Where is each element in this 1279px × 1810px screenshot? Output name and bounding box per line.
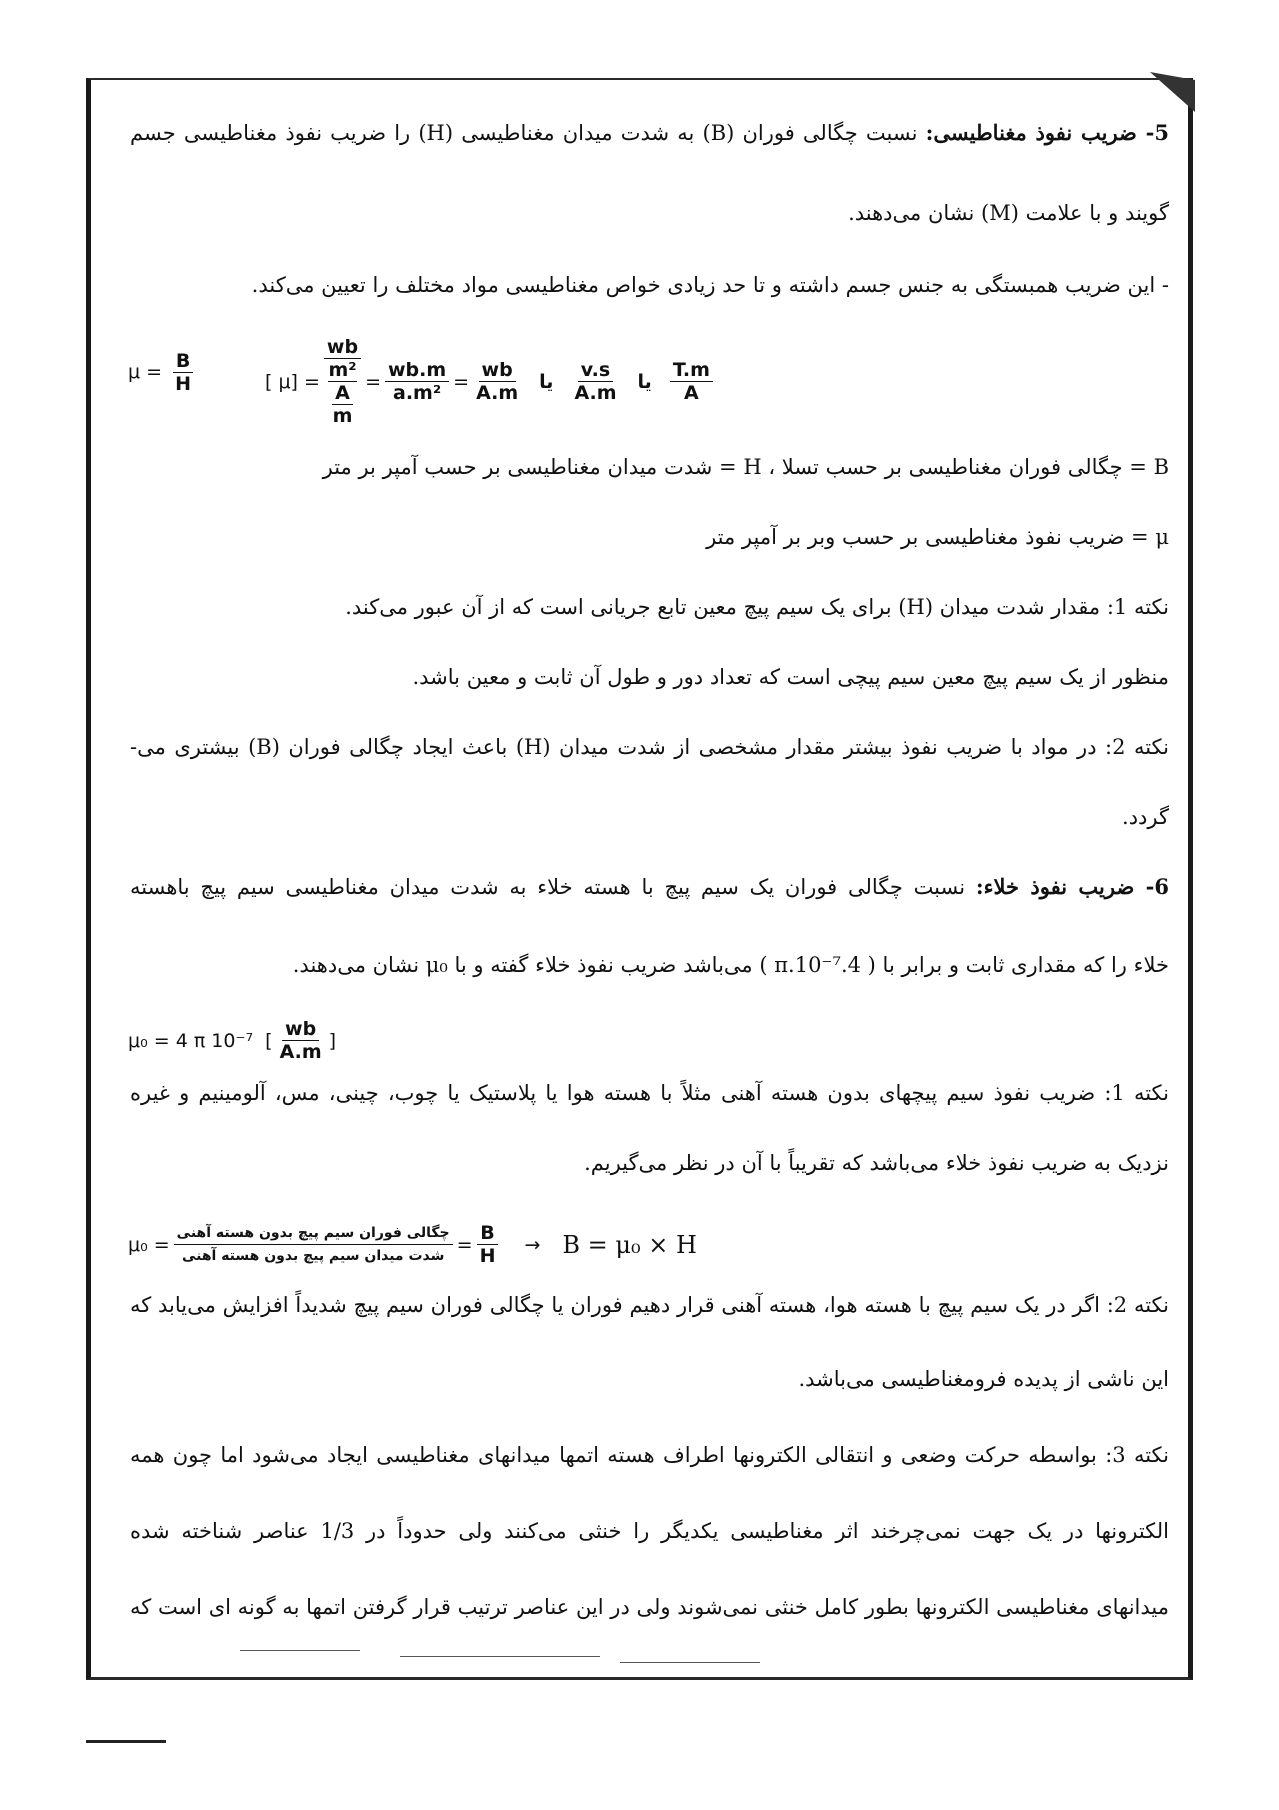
scan-noise: [240, 1650, 360, 1651]
mu0-value-formula: μ₀ = 4 π 10⁻⁷ [ $\frac{wb}{A.m}$ ]: [128, 1018, 337, 1063]
note1b-line1: نکته 1: ضریب نفوذ سیم پیچهای بدون هسته آهنی مثلاً با هسته هوا یا پلاستیک یا چوب، چینی، مس، آلومینیم و غیره: [130, 1081, 1169, 1105]
note3-line1: نکته 3: بواسطه حرکت وضعی و انتقالی الکترونها اطراف هسته اتمها میدانهای مغناطیسی ایجاد می‌شود اما چون همه: [130, 1443, 1170, 1467]
mu0-ratio-formula: μ₀ = $\frac{\text{چگالی فوران سیم پیچ بدون هسته آهنی}}{\text{شدت میدان سیم پیچ بدون هسته آهنی}}$ = $\frac{B}{H}$ → B = μ₀ × H: [128, 1222, 697, 1267]
mu-definition-formula: μ = $\frac{B}{H}$: [128, 350, 198, 395]
section6-line2: خلاء را که مقداری ثابت و برابر با ( 4.π.10⁻⁷ ) می‌باشد ضریب نفوذ خلاء گفته و با μ₀ نشان می‌دهند.: [292, 953, 1169, 977]
scan-noise: [400, 1656, 600, 1657]
scan-mark: [86, 1740, 166, 1743]
section5-line3: - این ضریب همبستگی به جنس جسم داشته و تا حد زیادی خواص مغناطیسی مواد مختلف را تعیین می‌کند.: [251, 273, 1169, 297]
section5-heading: 5- ضریب نفوذ مغناطیسی:: [925, 120, 1170, 145]
note2b-line1: نکته 2: اگر در یک سیم پیچ با هسته هوا، هسته آهنی قرار دهیم فوران یا چگالی فوران سیم پیچ شدیداً افزایش می‌یابد که: [130, 1293, 1169, 1317]
section6-heading: 6- ضریب نفوذ خلاء:: [975, 874, 1170, 899]
note2-line1: نکته 2: در مواد با ضریب نفوذ بیشتر مقدار مشخصی از شدت میدان (H) باعث ایجاد چگالی فوران (B) بیشتری می-: [130, 735, 1169, 759]
note3-line3: میدانهای مغناطیسی الکترونها بطور کامل خنثی نمی‌شوند ولی در این عناصر ترتیب قرار گرفتن اتمها به گونه ای است که: [130, 1595, 1169, 1619]
note1b-line2: نزدیک به ضریب نفوذ خلاء می‌باشد که تقریباً با آن در نظر می‌گیریم.: [584, 1151, 1169, 1175]
scan-noise: [620, 1662, 760, 1663]
note1-line2: منظور از یک سیم پیچ معین سیم پیچی است که تعداد دور و طول آن ثابت و معین باشد.: [412, 665, 1169, 689]
note2b-line2: این ناشی از پدیده فرومغناطیسی می‌باشد.: [798, 1367, 1169, 1391]
mu-unit-definition: μ = ضریب نفوذ مغناطیسی بر حسب وبر بر آمپر متر: [706, 525, 1169, 549]
mu-unit-formula: [ μ] = wb m² $\frac{A}{m}$ = $\frac{wb.m}{\text{a.m²}}$ = $\frac{wb}{A.m}$ یا $\frac{v.s}{A.m}$ یا $\frac{T.m}{A}$: [265, 336, 717, 427]
page-corner-fold: [1150, 72, 1200, 117]
section5-line1: 5- ضریب نفوذ مغناطیسی: نسبت چگالی فوران (B) به شدت میدان مغناطیسی (H) را ضریب نفوذ مغناطیسی جسم: [130, 120, 1170, 145]
note1-line1: نکته 1: مقدار شدت میدان (H) برای یک سیم پیچ معین تابع جریانی است که از آن عبور می‌کند.: [345, 595, 1169, 619]
b-h-definition: B = چگالی فوران مغناطیسی بر حسب تسلا ، H = شدت میدان مغناطیسی بر حسب آمپر بر متر: [322, 455, 1169, 479]
section5-line2: گویند و با علامت (M) نشان می‌دهند.: [848, 201, 1169, 225]
note3-line2: الکترونها در یک جهت نمی‌چرخند اثر مغناطیسی یکدیگر را خنثی می‌کنند ولی حدوداً در 1/3 عناصر شناخته شده: [130, 1519, 1169, 1543]
section6-line1: 6- ضریب نفوذ خلاء: نسبت چگالی فوران یک سیم پیچ با هسته خلاء به شدت میدان مغناطیسی سیم پیچ باهسته: [130, 874, 1170, 899]
note2-line2: گردد.: [1122, 805, 1169, 829]
